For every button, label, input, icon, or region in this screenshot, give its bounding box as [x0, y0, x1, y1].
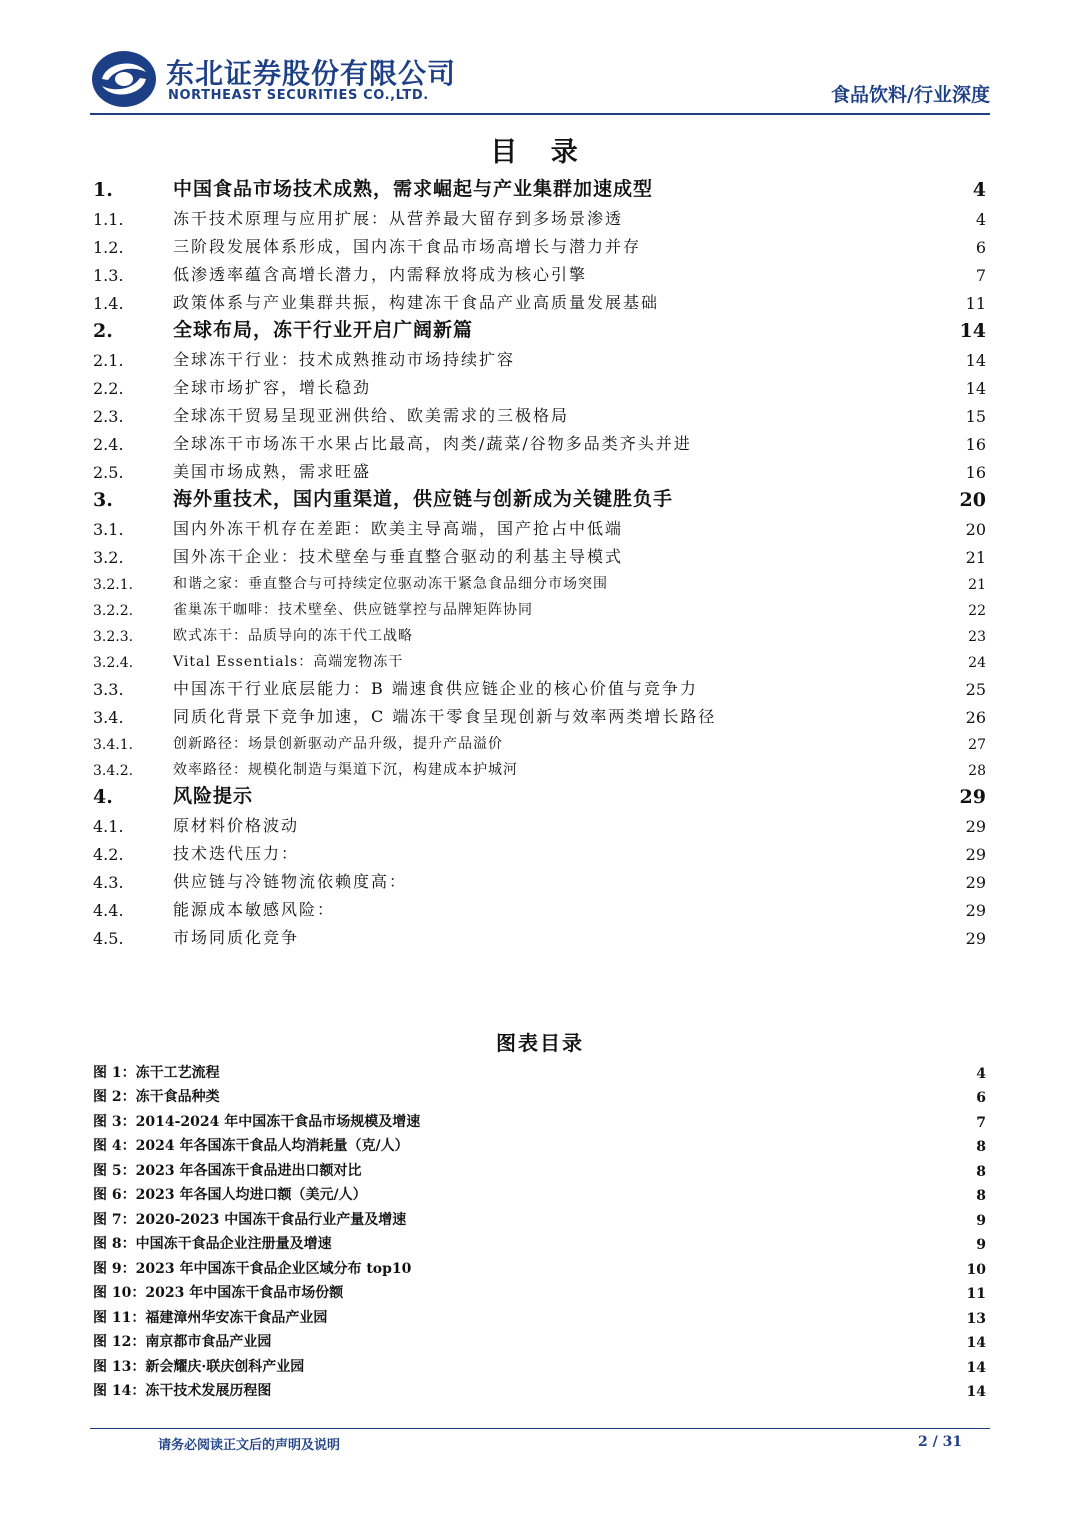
toc-entry-number: 3.2.	[93, 548, 124, 567]
toc-entry-title: 原材料价格波动	[173, 816, 300, 835]
figure-entry[interactable]	[93, 1204, 986, 1229]
toc-entry-title: 冻干技术原理与应用扩展：从营养最大留存到多场景渗透	[173, 209, 624, 228]
figure-entry-title: 图 13：新会耀庆·联庆创科产业园	[93, 1358, 305, 1375]
toc-entry-page: 6	[975, 238, 986, 257]
toc-entry-title: 技术迭代压力：	[173, 844, 300, 863]
figure-list	[93, 1057, 986, 1400]
toc-entry-title: 全球冻干贸易呈现亚洲供给、欧美需求的三极格局	[173, 406, 570, 425]
figure-entry-page: 11	[966, 1286, 986, 1302]
page-header	[90, 48, 990, 110]
figure-entry[interactable]	[93, 1131, 986, 1156]
northeast-securities-logo-icon	[90, 48, 160, 110]
toc-entry[interactable]	[93, 482, 986, 511]
toc-entry-number: 2.4.	[93, 435, 124, 454]
toc-entry-page: 29	[959, 786, 986, 808]
figure-entry[interactable]	[93, 1302, 986, 1327]
figure-entry-page: 10	[966, 1261, 986, 1278]
toc-entry-title: 全球市场扩容，增长稳劲	[173, 378, 372, 397]
figure-entry[interactable]	[93, 1229, 986, 1254]
toc-entry-number: 1.4.	[93, 294, 124, 313]
footer-disclaimer: 请务必阅读正文后的声明及说明	[158, 1438, 341, 1453]
figure-entry-page: 14	[966, 1359, 986, 1376]
toc-entry-page: 27	[968, 737, 986, 753]
toc-entry[interactable]	[93, 699, 986, 727]
toc-entry-page: 15	[965, 407, 986, 426]
figure-entry-page: 9	[976, 1212, 986, 1229]
toc-entry-page: 7	[975, 266, 986, 285]
toc-entry-title: 低渗透率蕴含高增长潜力，内需释放将成为核心引擎	[173, 265, 588, 284]
figure-entry-title: 图 11：福建漳州华安冻干食品产业园	[93, 1309, 328, 1326]
toc-entry-number: 3.4.2.	[93, 763, 134, 779]
toc-entry[interactable]	[93, 920, 986, 948]
toc-entry[interactable]	[93, 257, 986, 285]
figure-entry[interactable]	[93, 1253, 986, 1278]
toc-entry-number: 2.2.	[93, 379, 124, 398]
toc-entry[interactable]	[93, 454, 986, 482]
toc-entry-title: 能源成本敏感风险：	[173, 900, 336, 919]
toc-entry[interactable]	[93, 229, 986, 257]
toc-entry[interactable]	[93, 511, 986, 539]
toc-entry-page: 21	[968, 577, 986, 593]
toc-entry-title: 风险提示	[173, 785, 254, 807]
toc-entry-number: 3.	[93, 489, 113, 511]
figure-entry-title: 图 10：2023 年中国冻干食品市场份额	[93, 1285, 344, 1301]
toc-entry-number: 4.3.	[93, 873, 124, 892]
toc-entry[interactable]	[93, 892, 986, 920]
toc-entry-page: 20	[959, 489, 986, 511]
toc-entry-number: 2.5.	[93, 463, 124, 482]
figure-entry[interactable]	[93, 1376, 986, 1401]
figure-entry-page: 8	[976, 1139, 986, 1155]
toc-entry-page: 28	[968, 763, 986, 779]
figure-entry-page: 14	[966, 1335, 986, 1351]
table-of-contents	[93, 172, 986, 948]
figure-entry-title: 图 12：南京都市食品产业园	[93, 1334, 272, 1350]
toc-entry[interactable]	[93, 342, 986, 370]
toc-entry-page: 29	[965, 929, 986, 948]
figure-entry-page: 8	[976, 1188, 986, 1204]
toc-entry-page: 14	[965, 379, 986, 398]
toc-entry-page: 25	[965, 680, 986, 699]
figure-entry-page: 4	[976, 1065, 986, 1082]
toc-entry-page: 22	[968, 603, 986, 619]
toc-entry-title: 创新路径：场景创新驱动产品升级，提升产品溢价	[173, 736, 503, 752]
toc-entry-title: 中国冻干行业底层能力：B 端速食供应链企业的核心价值与竞争力	[173, 679, 698, 698]
toc-entry-title: 市场同质化竞争	[173, 928, 300, 947]
toc-entry-title: 海外重技术，国内重渠道，供应链与创新成为关键胜负手	[173, 488, 674, 510]
toc-entry[interactable]	[93, 539, 986, 567]
figure-list-title: 图表目录	[496, 1031, 584, 1055]
toc-entry[interactable]	[93, 864, 986, 892]
figure-entry-page: 14	[966, 1384, 986, 1400]
toc-entry[interactable]	[93, 808, 986, 836]
toc-entry[interactable]	[93, 671, 986, 699]
toc-entry-title: 政策体系与产业集群共振，构建冻干食品产业高质量发展基础	[173, 293, 660, 312]
toc-entry-title: 供应链与冷链物流依赖度高：	[173, 872, 408, 891]
toc-title: 目 录	[490, 137, 590, 168]
toc-entry[interactable]	[93, 619, 986, 645]
figure-entry-page: 6	[976, 1090, 986, 1106]
toc-entry-page: 29	[965, 873, 986, 892]
figure-entry-title: 图 9：2023 年中国冻干食品企业区域分布 top10	[93, 1260, 412, 1277]
toc-entry-page: 21	[965, 548, 986, 567]
toc-entry-title: 雀巢冻干咖啡：技术壁垒、供应链掌控与品牌矩阵协同	[173, 602, 533, 618]
toc-entry-title: 全球冻干行业：技术成熟推动市场持续扩容	[173, 350, 516, 369]
toc-entry-number: 1.1.	[93, 210, 124, 229]
toc-entry[interactable]	[93, 201, 986, 229]
toc-entry-page: 29	[965, 901, 986, 920]
toc-entry-page: 14	[959, 320, 986, 342]
figure-entry-title: 图 14：冻干技术发展历程图	[93, 1383, 272, 1399]
toc-entry-number: 1.	[93, 179, 113, 201]
toc-entry-page: 29	[965, 817, 986, 836]
toc-entry[interactable]	[93, 398, 986, 426]
toc-entry-page: 20	[965, 520, 986, 539]
toc-entry-number: 3.3.	[93, 680, 124, 699]
toc-entry-title: 国内外冻干机存在差距：欧美主导高端，国产抢占中低端	[173, 519, 624, 538]
toc-entry-page: 23	[968, 629, 986, 645]
page-indicator: 2 / 31	[918, 1434, 963, 1450]
toc-entry-title: 全球冻干市场冻干水果占比最高，肉类/蔬菜/谷物多品类齐头并进	[173, 434, 692, 453]
toc-entry[interactable]	[93, 753, 986, 779]
company-name-cn: 东北证券股份有限公司	[166, 57, 457, 90]
toc-entry[interactable]	[93, 313, 986, 342]
toc-entry-number: 3.2.2.	[93, 603, 134, 619]
figure-entry-page: 9	[976, 1237, 986, 1253]
toc-entry-number: 2.3.	[93, 407, 124, 426]
figure-entry-page: 7	[976, 1114, 986, 1131]
toc-entry-number: 3.4.1.	[93, 737, 134, 753]
toc-entry[interactable]	[93, 645, 986, 671]
toc-entry-page: 26	[965, 708, 986, 727]
toc-entry[interactable]	[93, 172, 986, 201]
toc-entry-number: 3.2.3.	[93, 629, 134, 645]
figure-entry[interactable]	[93, 1278, 986, 1303]
figure-entry[interactable]	[93, 1180, 986, 1205]
figure-entry-title: 图 8：中国冻干食品企业注册量及增速	[93, 1236, 332, 1252]
toc-entry-page: 11	[965, 294, 986, 313]
figure-entry-title: 图 2：冻干食品种类	[93, 1089, 220, 1105]
toc-entry-title: 和谐之家：垂直整合与可持续定位驱动冻干紧急食品细分市场突围	[173, 576, 608, 592]
toc-entry-number: 3.4.	[93, 708, 124, 727]
figure-entry-title: 图 5：2023 年各国冻干食品进出口额对比	[93, 1162, 362, 1179]
figure-entry[interactable]	[93, 1106, 986, 1131]
toc-entry-page: 4	[975, 210, 986, 229]
toc-entry-title: 欧式冻干：品质导向的冻干代工战略	[173, 628, 413, 644]
toc-entry-number: 4.	[93, 786, 113, 808]
figure-entry-title: 图 3：2014-2024 年中国冻干食品市场规模及增速	[93, 1113, 421, 1130]
toc-entry-number: 1.3.	[93, 266, 124, 285]
toc-entry-page: 4	[972, 179, 986, 201]
toc-entry[interactable]	[93, 567, 986, 593]
industry-label: 食品饮料/行业深度	[831, 84, 990, 106]
toc-entry-title: 三阶段发展体系形成，国内冻干食品市场高增长与潜力并存	[173, 237, 642, 256]
toc-entry-number: 3.2.4.	[93, 655, 134, 671]
toc-entry-number: 4.5.	[93, 929, 124, 948]
toc-entry-page: 14	[965, 351, 986, 370]
toc-entry-number: 3.1.	[93, 520, 124, 539]
toc-entry-number: 1.2.	[93, 238, 124, 257]
figure-entry-title: 图 1：冻干工艺流程	[93, 1064, 220, 1081]
figure-entry-title: 图 7：2020-2023 中国冻干食品行业产量及增速	[93, 1211, 407, 1228]
header-rule	[90, 113, 990, 115]
toc-entry-title: 全球布局，冻干行业开启广阔新篇	[173, 319, 474, 341]
toc-entry-page: 29	[965, 845, 986, 864]
toc-entry-number: 2.1.	[93, 351, 124, 370]
toc-entry-title: 中国食品市场技术成熟，需求崛起与产业集群加速成型	[173, 178, 654, 200]
figure-entry[interactable]	[93, 1155, 986, 1180]
figure-entry-page: 13	[966, 1310, 986, 1327]
figure-entry-title: 图 4：2024 年各国冻干食品人均消耗量（克/人）	[93, 1138, 409, 1154]
footer-rule	[90, 1428, 990, 1429]
toc-entry-number: 2.	[93, 320, 113, 342]
toc-entry-page: 16	[965, 435, 986, 454]
toc-entry-title: 国外冻干企业：技术壁垒与垂直整合驱动的利基主导模式	[173, 547, 624, 566]
toc-entry[interactable]	[93, 836, 986, 864]
toc-entry-title: 同质化背景下竞争加速，C 端冻干零食呈现创新与效率两类增长路径	[173, 707, 717, 726]
toc-entry-title: 效率路径：规模化制造与渠道下沉，构建成本护城河	[173, 762, 518, 778]
toc-entry[interactable]	[93, 370, 986, 398]
toc-entry-number: 4.2.	[93, 845, 124, 864]
toc-entry-page: 16	[965, 463, 986, 482]
figure-entry[interactable]	[93, 1327, 986, 1352]
toc-entry-title: Vital Essentials：高端宠物冻干	[173, 654, 404, 670]
company-name-en: NORTHEAST SECURITIES CO.,LTD.	[168, 88, 429, 103]
toc-entry-title: 美国市场成熟，需求旺盛	[173, 462, 372, 481]
figure-entry[interactable]	[93, 1082, 986, 1107]
toc-entry-number: 3.2.1.	[93, 577, 134, 593]
toc-entry-number: 4.1.	[93, 817, 124, 836]
toc-entry[interactable]	[93, 285, 986, 313]
figure-entry-title: 图 6：2023 年各国人均进口额（美元/人）	[93, 1187, 367, 1203]
toc-entry[interactable]	[93, 779, 986, 808]
toc-entry[interactable]	[93, 593, 986, 619]
toc-entry-page: 24	[968, 655, 986, 671]
figure-entry[interactable]	[93, 1351, 986, 1376]
toc-entry[interactable]	[93, 727, 986, 753]
toc-entry-number: 4.4.	[93, 901, 124, 920]
figure-entry-page: 8	[976, 1163, 986, 1180]
toc-entry[interactable]	[93, 426, 986, 454]
figure-entry[interactable]	[93, 1057, 986, 1082]
